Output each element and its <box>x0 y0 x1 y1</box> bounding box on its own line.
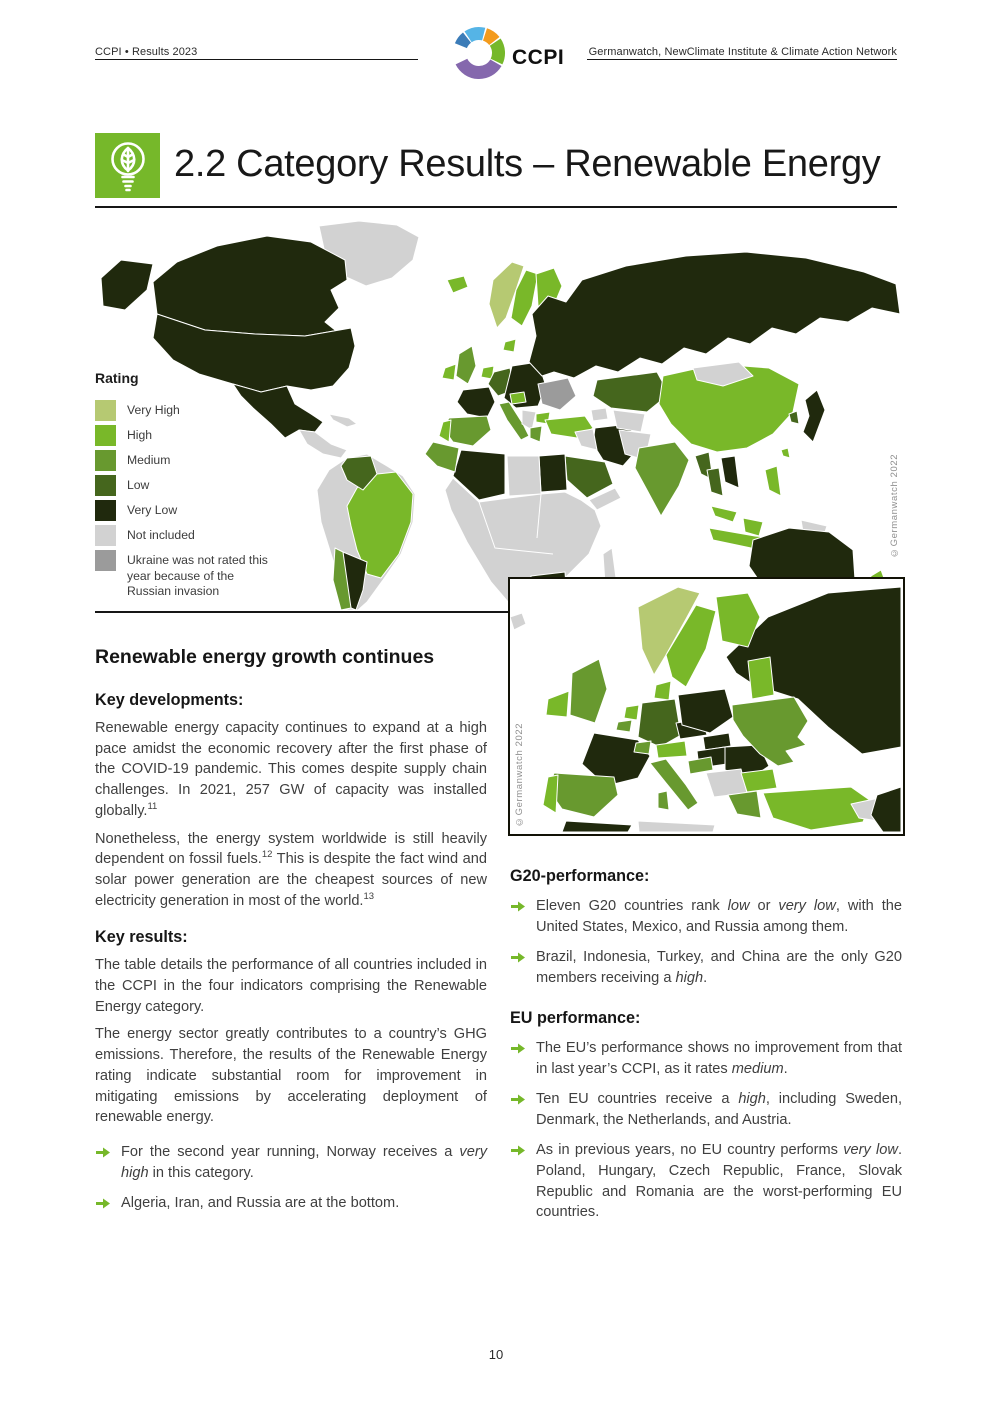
legend-swatch-not-included <box>95 525 116 546</box>
country-canada <box>153 236 351 336</box>
legend-swatch-ukraine <box>95 550 116 571</box>
country-uk <box>456 346 476 384</box>
paragraph: The table details the performance of all countries included in the CCPI in the four indicators comprising the Renewable Energy category. <box>95 957 487 1015</box>
region-netherlands <box>624 705 639 720</box>
legend-item <box>95 550 295 600</box>
g20-heading: G20-performance: <box>510 867 650 885</box>
country-russia <box>529 252 900 378</box>
legend-label: Medium <box>127 453 171 467</box>
country-portugal <box>439 420 451 442</box>
paragraph: The energy sector greatly contributes to a country’s GHG emissions. Therefore, the results of the Renewable Energy rating indicate substantial room for improvement in mitigating emissions by accelerating deployment of renewable energy. <box>95 1026 487 1126</box>
key-results-heading: Key results: <box>95 928 188 947</box>
paragraph: Nonetheless, the energy system worldwide is still heavily dependent on fossil fuels.$^{12}$ This is despite the fact wind and solar power generation are the cheapest sources of new electricity generation in most of the world.$^{13}$ <box>95 830 487 909</box>
bullet-item <box>510 947 902 988</box>
region-ireland <box>546 691 569 717</box>
header-rule-left <box>95 59 418 60</box>
country-india <box>635 442 689 516</box>
region-iceland <box>510 613 526 630</box>
section-heading: Renewable energy growth continues <box>95 646 435 668</box>
country-ukraine <box>538 378 576 410</box>
bullet-text: Ten EU countries receive a high, including Sweden, Denmark, the Netherlands, and Austria. <box>536 1091 903 1128</box>
bullet-item <box>95 1193 487 1214</box>
bullet-item <box>510 1140 902 1223</box>
country-ireland <box>442 364 456 380</box>
key-developments-heading: Key developments: <box>95 691 244 709</box>
country-vietnam <box>721 456 739 488</box>
arrow-icon <box>510 952 526 963</box>
country-taiwan <box>781 448 790 458</box>
arrow-icon <box>510 1094 526 1105</box>
country-kazakhstan <box>593 372 669 412</box>
page-number: 10 <box>488 1347 504 1362</box>
bullet-text: For the second year running, Norway receives a very high in this category. <box>121 1143 487 1181</box>
legend-swatch-very-low <box>95 500 116 521</box>
title-rule <box>95 206 897 208</box>
arrow-icon <box>510 1043 526 1054</box>
country-south-korea <box>789 411 799 424</box>
legend-label: Low <box>127 478 150 492</box>
region-tunisia-libya <box>638 821 715 832</box>
legend-label: High <box>127 428 153 442</box>
region-baltics <box>748 657 774 699</box>
eu-heading: EU performance: <box>510 1009 641 1028</box>
bullet-text: As in previous years, no EU country performs very low. Poland, Hungary, Czech Republic, France, Slovak Republic and Romania are the worst-performing EU countries. <box>536 1142 902 1221</box>
legend-label: Ukraine was not rated this year because of the Russian invasion <box>127 553 268 598</box>
paragraph: Renewable energy capacity continues to expand at a high pace amidst the economic recovery after the first phase of the COVID-19 pandemic. This comes despite supply chain challenges. In 2021, 257 GW of capacity was installed globally.$^{11}$ <box>95 720 487 819</box>
legend-label: Very Low <box>127 503 178 517</box>
legend-swatch-high <box>95 425 116 446</box>
country-libya <box>507 456 541 496</box>
legend-item <box>95 475 295 496</box>
legend-label: Not included <box>127 528 195 542</box>
country-caribbean <box>329 414 357 427</box>
legend-swatch-low <box>95 475 116 496</box>
country-egypt <box>539 454 567 492</box>
country-morocco <box>425 442 459 472</box>
page-title: 2.2 Category Results – Renewable Energy <box>174 143 881 185</box>
header-right-text: Germanwatch, NewClimate Institute & Climate Action Network <box>588 46 897 58</box>
country-austria <box>510 392 526 404</box>
inset-credit: ©Germanwatch 2022 <box>514 722 525 827</box>
country-philippines <box>765 466 781 496</box>
country-iceland <box>447 276 468 293</box>
region-portugal <box>543 775 558 813</box>
region-croatia <box>688 757 713 774</box>
country-france <box>457 387 495 418</box>
europe-inset-map <box>508 577 905 836</box>
region-uk <box>570 659 607 723</box>
country-iraq-syria <box>575 429 597 450</box>
country-denmark <box>503 339 516 352</box>
region-poland <box>678 689 733 733</box>
region-spain <box>548 773 618 817</box>
bullet-item <box>510 896 902 937</box>
country-greece <box>530 426 542 442</box>
arrow-icon <box>95 1198 111 1209</box>
legend-item <box>95 525 295 546</box>
country-malaysia <box>711 506 737 522</box>
country-japan <box>803 390 825 442</box>
country-borneo <box>743 518 763 536</box>
left-column <box>95 645 487 1223</box>
arrow-icon <box>510 1145 526 1156</box>
country-central-america <box>299 430 347 458</box>
legend-item <box>95 450 295 471</box>
header-left-text: CCPI • Results 2023 <box>95 46 198 58</box>
world-map <box>95 218 905 612</box>
legend-item <box>95 500 295 521</box>
bullet-text: Algeria, Iran, and Russia are at the bottom. <box>121 1194 400 1211</box>
bullet-text: Brazil, Indonesia, Turkey, and China are the only G20 members receiving a high. <box>536 948 902 986</box>
country-alaska <box>101 260 153 310</box>
arrow-icon <box>510 901 526 912</box>
bullet-item <box>510 1038 902 1079</box>
legend-title: Rating <box>95 370 139 386</box>
legend-item <box>95 425 295 446</box>
world-map-credit: ©Germanwatch 2022 <box>889 453 900 558</box>
region-belgium <box>616 720 632 732</box>
region-greece <box>728 791 761 818</box>
legend-item <box>95 400 295 421</box>
bullet-item <box>510 1089 902 1130</box>
renewable-energy-icon <box>95 133 160 198</box>
country-thailand <box>707 468 723 496</box>
region-iran <box>871 787 901 832</box>
region-denmark <box>654 681 671 700</box>
bullet-item <box>95 1142 487 1183</box>
bullet-text: The EU’s performance shows no improvement from that in last year’s CCPI, as it rates medium. <box>536 1040 902 1078</box>
legend-label: Very High <box>127 403 180 417</box>
region-algeria <box>562 821 632 832</box>
region-switzerland <box>634 741 651 754</box>
ccpi-wordmark: CCPI <box>512 46 565 69</box>
region-sardinia <box>658 791 669 810</box>
country-caucasus <box>591 408 608 421</box>
header-rule-right <box>587 59 897 60</box>
legend-swatch-medium <box>95 450 116 471</box>
bullet-text: Eleven G20 countries rank low or very low, with the United States, Mexico, and Russia among them. <box>536 898 903 935</box>
rating-legend <box>95 370 295 604</box>
ccpi-logo-icon <box>452 26 506 80</box>
legend-swatch-very-high <box>95 400 116 421</box>
region-germany <box>638 699 681 747</box>
arrow-icon <box>95 1147 111 1158</box>
region-bulgaria <box>741 769 777 792</box>
right-column <box>510 866 902 1232</box>
